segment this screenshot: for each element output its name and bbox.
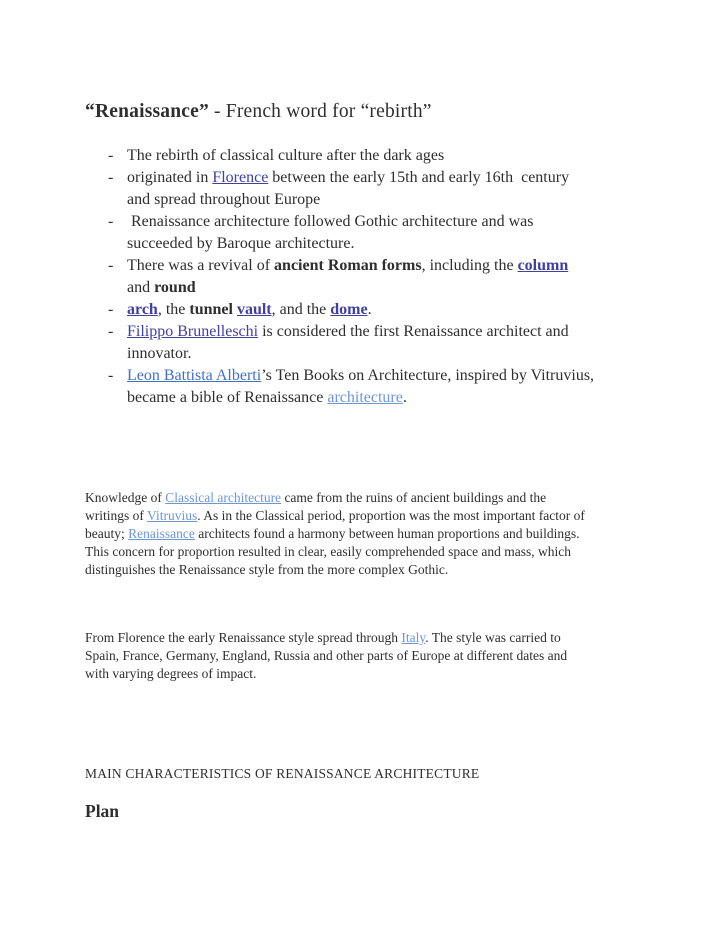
text-segment: ancient Roman forms	[274, 257, 422, 274]
list-item	[85, 299, 637, 321]
text-segment: There was a revival of	[127, 257, 275, 274]
bullet-dash: -	[108, 169, 114, 186]
inline-link-filippo-brunelleschi[interactable]: Filippo Brunelleschi	[127, 323, 259, 340]
text-segment: came from the ruins of ancient buildings and the	[281, 490, 547, 505]
text-segment: .	[402, 389, 407, 406]
text-segment: , and the	[271, 301, 331, 318]
text-segment: is considered the first Renaissance architect and	[258, 323, 569, 340]
inline-link-florence[interactable]: Florence	[212, 169, 269, 186]
text-segment: round	[154, 279, 196, 296]
subheading-plan: Plan	[85, 801, 120, 821]
text-segment: with varying degrees of impact.	[85, 666, 257, 681]
text-segment: architects found a harmony between human proportions and buildings.	[194, 526, 580, 541]
text-segment: became a bible of Renaissance	[127, 389, 328, 406]
text-segment: “Renaissance”	[85, 101, 209, 122]
text-segment: tunnel	[189, 301, 233, 318]
list-item-text	[127, 145, 444, 167]
text-segment: , including the	[421, 257, 518, 274]
text-segment: distinguishes the Renaissance style from the more complex Gothic.	[85, 562, 449, 577]
inline-link-vitruvius[interactable]: Vitruvius	[147, 508, 198, 523]
inline-link-renaissance[interactable]: Renaissance	[128, 526, 195, 541]
list-item-text	[127, 255, 568, 299]
text-segment: . The style was carried to	[425, 630, 561, 645]
text-segment: From Florence the early Renaissance style spread through	[85, 630, 402, 645]
inline-link-arch[interactable]: arch	[127, 301, 158, 318]
bullet-list	[85, 145, 637, 409]
bullet-dash: -	[108, 147, 114, 164]
text-segment: - French word for “rebirth”	[208, 101, 432, 122]
list-item	[85, 321, 637, 365]
bullet-dash: -	[108, 301, 114, 318]
text-segment: succeeded by Baroque architecture.	[127, 235, 355, 252]
list-item	[85, 365, 637, 409]
text-segment: Renaissance architecture followed Gothic architecture and was	[127, 213, 534, 230]
text-segment: Spain, France, Germany, England, Russia and other parts of Europe at different dates and	[85, 648, 568, 663]
inline-link-classical-architecture[interactable]: Classical architecture	[165, 490, 282, 505]
bullet-dash: -	[108, 257, 114, 274]
inline-link-leon-battista-alberti[interactable]: Leon Battista Alberti	[127, 367, 262, 384]
list-item	[85, 145, 637, 167]
list-item-text	[127, 167, 569, 211]
inline-link-architecture[interactable]: architecture	[327, 389, 403, 406]
inline-link-italy[interactable]: Italy	[401, 630, 426, 645]
text-segment: writings of	[85, 508, 148, 523]
text-segment: innovator.	[127, 345, 192, 362]
text-segment: The rebirth of classical culture after the dark ages	[127, 147, 445, 164]
text-segment: . As in the Classical period, proportion was the most important factor of	[197, 508, 585, 523]
bullet-dash: -	[108, 213, 114, 230]
text-segment: .	[367, 301, 372, 318]
inline-link-vault[interactable]: vault	[236, 301, 272, 318]
list-item	[85, 255, 637, 299]
text-segment: beauty;	[85, 526, 129, 541]
bullet-dash: -	[108, 367, 114, 384]
inline-link-dome[interactable]: dome	[330, 301, 368, 318]
text-segment: ’s Ten Books on Architecture, inspired by Vitruvius,	[261, 367, 595, 384]
text-segment: This concern for proportion resulted in clear, easily comprehended space and mass, which	[85, 544, 572, 559]
bullet-dash: -	[108, 323, 114, 340]
section-heading-main-characteristics: MAIN CHARACTERISTICS OF RENAISSANCE ARCHITECTURE	[85, 766, 480, 781]
list-item-text	[127, 321, 569, 365]
text-segment: and	[127, 279, 155, 296]
paragraph-knowledge-of-classical-architecture	[85, 489, 637, 579]
text-segment: originated in	[127, 169, 213, 186]
text-segment: Knowledge of	[85, 490, 166, 505]
text-segment: and spread throughout Europe	[127, 191, 321, 208]
list-item-text	[127, 365, 594, 409]
text-segment: , the	[157, 301, 190, 318]
document-title	[85, 100, 637, 124]
list-item-text	[127, 211, 533, 255]
inline-link-column[interactable]: column	[517, 257, 569, 274]
paragraph-from-florence	[85, 629, 637, 683]
text-segment: between the early 15th and early 16th century	[268, 169, 570, 186]
list-item	[85, 211, 637, 255]
list-item-text	[127, 299, 372, 321]
list-item	[85, 167, 637, 211]
